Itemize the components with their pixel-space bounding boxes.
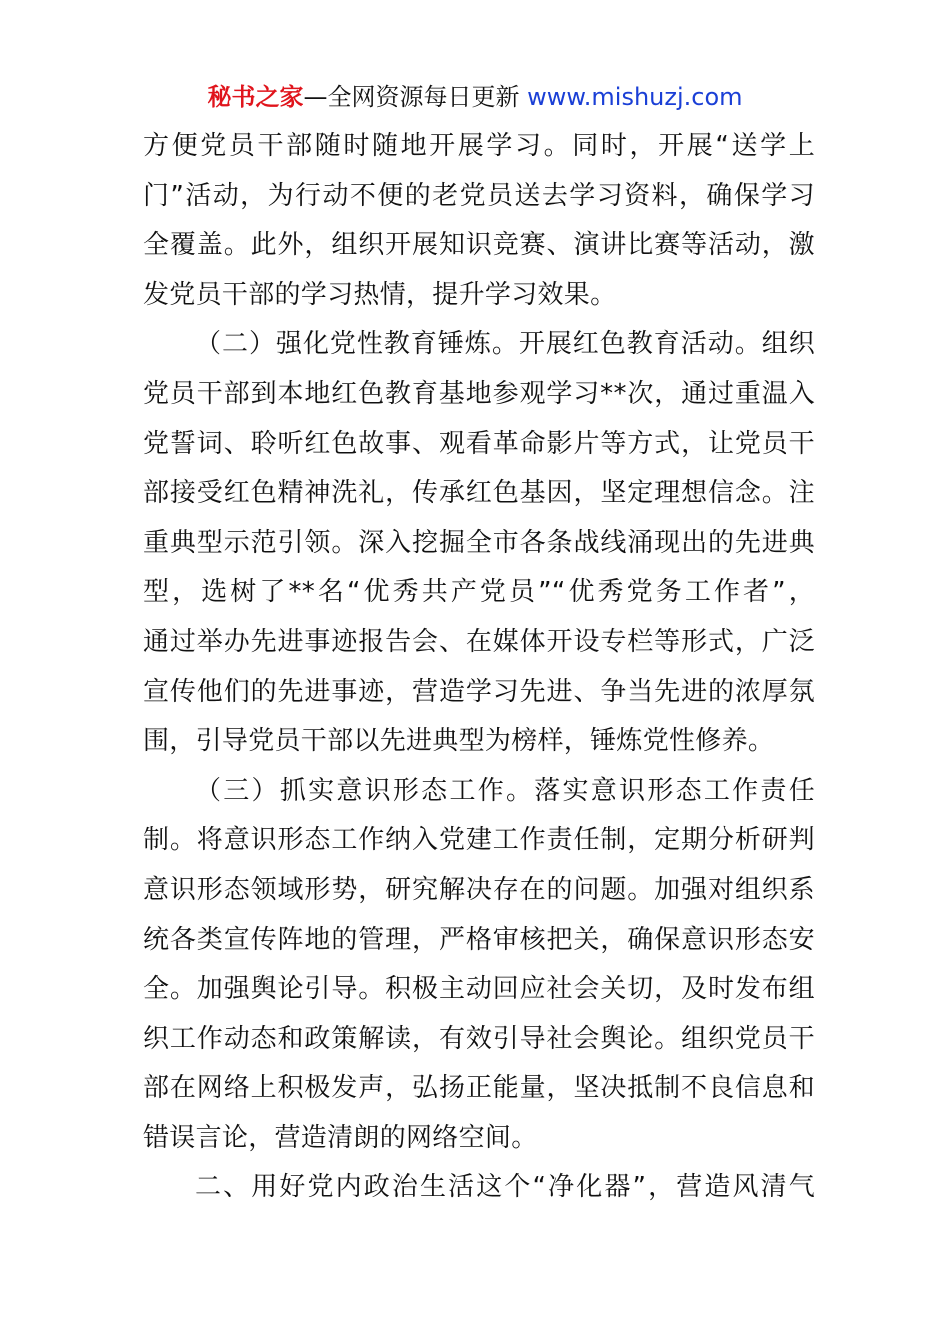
text-line: （三）抓实意识形态工作。落实意识形态工作责任 xyxy=(195,775,815,806)
site-brand: 秘书之家 xyxy=(207,83,304,111)
text-line: （二）强化党性教育锤炼。开展红色教育活动。组织 xyxy=(195,329,815,360)
text-line: 部在网络上积极发声，弘扬正能量，坚决抵制不良信息和 xyxy=(143,1073,815,1104)
site-tagline: —全网资源每日更新 xyxy=(303,83,520,111)
text-line: 统各类宣传阵地的管理，严格审核把关，确保意识形态安 xyxy=(143,924,815,955)
text-line: 方便党员干部随时随地开展学习。同时，开展“送学上 xyxy=(143,131,815,161)
text-line: 全。加强舆论引导。积极主动回应社会关切，及时发布组 xyxy=(143,974,815,1005)
text-line: 制。将意识形态工作纳入党建工作责任制，定期分析研判 xyxy=(143,825,815,856)
text-line: 意识形态领域形势，研究解决存在的问题。加强对组织系 xyxy=(143,874,815,905)
text-line: 通过举办先进事迹报告会、在媒体开设专栏等形式，广泛 xyxy=(143,626,815,657)
text-line: 二、用好党内政治生活这个“净化器”，营造风清气 xyxy=(195,1172,815,1203)
text-line: 党员干部到本地红色教育基地参观学习**次，通过重温入 xyxy=(143,378,815,409)
document-body xyxy=(143,122,815,1213)
text-line: 织工作动态和政策解读，有效引导社会舆论。组织党员干 xyxy=(143,1023,815,1054)
text-line: 宣传他们的先进事迹，营造学习先进、争当先进的浓厚氛 xyxy=(143,676,815,707)
text-line: 部接受红色精神洗礼，传承红色基因，坚定理想信念。注 xyxy=(143,478,815,509)
text-line: 错误言论，营造清朗的网络空间。 xyxy=(143,1122,538,1153)
text-line: 发党员干部的学习热情，提升学习效果。 xyxy=(143,279,617,310)
text-line: 重典型示范引领。深入挖掘全市各条战线涌现出的先进典 xyxy=(143,527,815,558)
text-line: 围，引导党员干部以先进典型为榜样，锤炼党性修养。 xyxy=(143,726,775,757)
text-line: 全覆盖。此外，组织开展知识竞赛、演讲比赛等活动，激 xyxy=(143,230,815,261)
site-url-link[interactable]: www.mishuzj.com xyxy=(527,83,743,111)
site-header xyxy=(0,80,950,114)
text-line: 门”活动，为行动不便的老党员送去学习资料，确保学习 xyxy=(143,180,815,211)
text-line: 型，选树了**名“优秀共产党员”“优秀党务工作者”， xyxy=(143,577,815,608)
text-line: 党誓词、聆听红色故事、观看革命影片等方式，让党员干 xyxy=(143,428,815,459)
